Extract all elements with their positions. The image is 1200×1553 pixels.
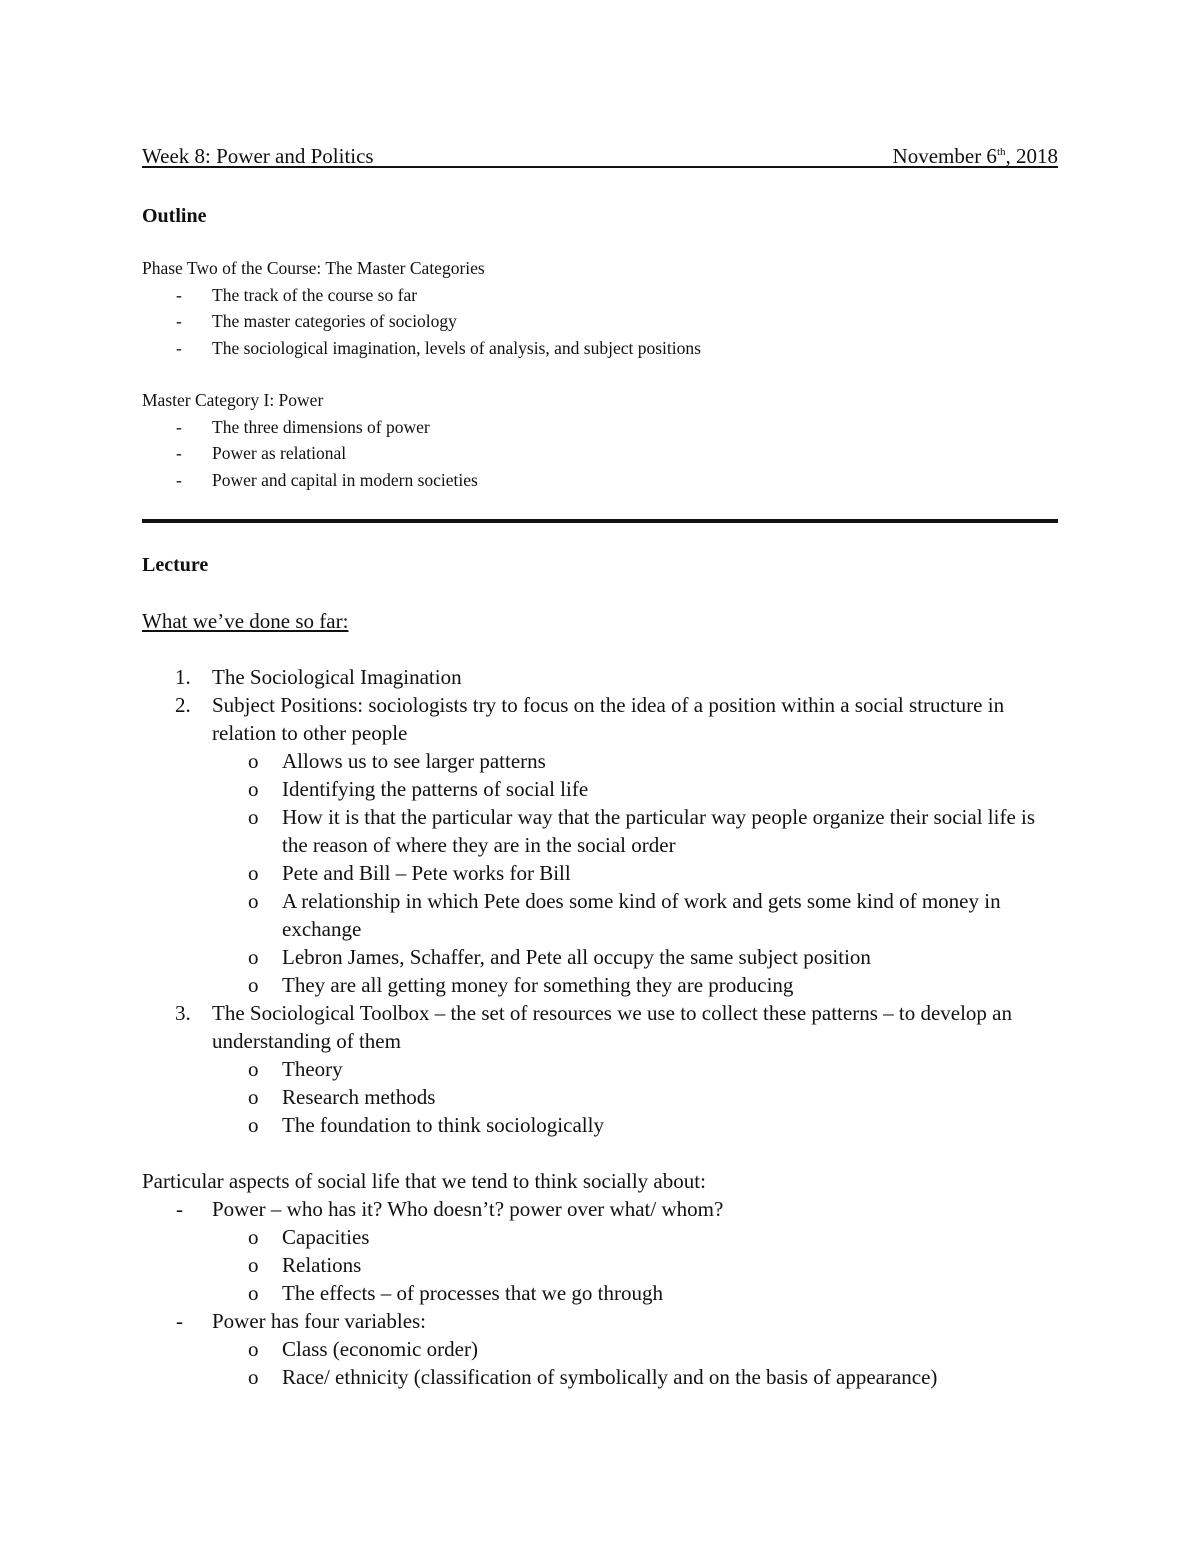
lecture-numbered-list bbox=[142, 663, 1058, 1139]
sub-list-item-text: Capacities bbox=[282, 1225, 370, 1249]
phase-two-list bbox=[142, 282, 1058, 362]
sub-list-item-text: How it is that the particular way that the particular way people organize their social life is the reason of where they are in the social order bbox=[282, 805, 1036, 857]
master-category-section bbox=[142, 387, 1058, 493]
number-marker: 3. bbox=[175, 1001, 191, 1025]
o-marker: o bbox=[248, 1085, 259, 1109]
dash-marker: - bbox=[176, 337, 182, 358]
date-ordinal: th bbox=[996, 146, 1006, 158]
phase-two-title: Phase Two of the Course: The Master Categories bbox=[142, 258, 485, 278]
list-item-text: The Sociological Imagination bbox=[212, 665, 462, 689]
aspects-title: Particular aspects of social life that we tend to think socially about: bbox=[142, 1169, 706, 1193]
master-category-title: Master Category I: Power bbox=[142, 390, 324, 410]
list-item-text: Power has four variables: bbox=[212, 1309, 427, 1333]
sub-list-item bbox=[142, 1363, 1058, 1391]
section-divider bbox=[142, 519, 1058, 523]
sub-list-item bbox=[142, 747, 1058, 775]
page-title: Week 8: Power and Politics bbox=[142, 144, 374, 168]
o-marker: o bbox=[248, 861, 259, 885]
date-month-day: November 6 bbox=[892, 144, 997, 168]
o-marker: o bbox=[248, 1281, 259, 1305]
list-item bbox=[142, 467, 1058, 494]
page-header bbox=[142, 140, 1058, 168]
sub-list-item bbox=[142, 1083, 1058, 1111]
list-item-text: The master categories of sociology bbox=[212, 311, 457, 331]
sub-list-item bbox=[142, 803, 1058, 859]
list-item-text: Power – who has it? Who doesn’t? power over what/ whom? bbox=[212, 1197, 724, 1221]
sub-list-item-text: They are all getting money for something they are producing bbox=[282, 973, 794, 997]
sub-list-item-text: Allows us to see larger patterns bbox=[282, 749, 546, 773]
list-item bbox=[142, 414, 1058, 441]
sub-list-item-text: A relationship in which Pete does some kind of work and gets some kind of money in exchange bbox=[282, 889, 1001, 941]
sub-list bbox=[212, 1335, 1058, 1391]
aspects-section bbox=[142, 1167, 1058, 1391]
dash-marker: - bbox=[176, 443, 182, 463]
dash-marker: - bbox=[176, 416, 182, 437]
list-item-text: The three dimensions of power bbox=[212, 416, 430, 437]
o-marker: o bbox=[248, 889, 259, 913]
o-marker: o bbox=[248, 973, 259, 997]
phase-two-section bbox=[142, 255, 1058, 361]
list-item bbox=[142, 691, 1058, 999]
list-item bbox=[142, 1307, 1058, 1391]
list-item-text: Subject Positions: sociologists try to focus on the idea of a position within a social structure in relation to other people bbox=[212, 693, 1005, 745]
sub-list-item-text: Theory bbox=[282, 1057, 343, 1081]
so-far-title: What we’ve done so far: bbox=[142, 609, 349, 633]
dash-marker: - bbox=[176, 1197, 183, 1221]
sub-list-item bbox=[142, 971, 1058, 999]
master-category-list bbox=[142, 414, 1058, 494]
sub-list-item bbox=[142, 1223, 1058, 1251]
outline-heading: Outline bbox=[142, 205, 207, 227]
sub-list-item-text: Race/ ethnicity (classification of symbolically and on the basis of appearance) bbox=[282, 1365, 938, 1389]
o-marker: o bbox=[248, 805, 259, 829]
list-item bbox=[142, 440, 1058, 467]
sub-list-item bbox=[142, 1279, 1058, 1307]
sub-list-item-text: Research methods bbox=[282, 1085, 436, 1109]
sub-list-item bbox=[142, 775, 1058, 803]
aspects-list bbox=[142, 1195, 1058, 1391]
sub-list-item bbox=[142, 943, 1058, 971]
dash-marker: - bbox=[176, 284, 182, 305]
sub-list-item-text: Pete and Bill – Pete works for Bill bbox=[282, 861, 571, 885]
o-marker: o bbox=[248, 945, 259, 969]
o-marker: o bbox=[248, 1337, 259, 1361]
o-marker: o bbox=[248, 749, 259, 773]
list-item bbox=[142, 999, 1058, 1139]
sub-list-item bbox=[142, 1111, 1058, 1139]
page-date bbox=[893, 143, 1058, 169]
sub-list-item bbox=[142, 1335, 1058, 1363]
sub-list-item-text: The effects – of processes that we go through bbox=[282, 1281, 663, 1305]
number-marker: 1. bbox=[175, 665, 191, 689]
date-year: , 2018 bbox=[1005, 144, 1058, 168]
o-marker: o bbox=[248, 777, 259, 801]
list-item bbox=[142, 335, 1058, 362]
sub-list-item-text: Class (economic order) bbox=[282, 1337, 478, 1361]
list-item-text: Power and capital in modern societies bbox=[212, 469, 478, 490]
list-item-text: The sociological imagination, levels of analysis, and subject positions bbox=[212, 337, 701, 358]
sub-list-item-text: Identifying the patterns of social life bbox=[282, 777, 589, 801]
sub-list bbox=[212, 747, 1058, 999]
list-item-text: The Sociological Toolbox – the set of resources we use to collect these patterns – to develop an understanding of them bbox=[212, 1001, 1012, 1053]
o-marker: o bbox=[248, 1113, 259, 1137]
sub-list-item bbox=[142, 859, 1058, 887]
sub-list-item-text: The foundation to think sociologically bbox=[282, 1113, 604, 1137]
list-item-text: Power as relational bbox=[212, 443, 347, 463]
sub-list-item bbox=[142, 1251, 1058, 1279]
list-item bbox=[142, 663, 1058, 691]
sub-list bbox=[212, 1055, 1058, 1139]
dash-marker: - bbox=[176, 1309, 183, 1333]
o-marker: o bbox=[248, 1365, 259, 1389]
lecture-heading: Lecture bbox=[142, 554, 209, 576]
sub-list bbox=[212, 1223, 1058, 1307]
list-item bbox=[142, 1195, 1058, 1307]
sub-list-item-text: Lebron James, Schaffer, and Pete all occupy the same subject position bbox=[282, 945, 871, 969]
list-item-text: The track of the course so far bbox=[212, 284, 418, 305]
sub-list-item bbox=[142, 887, 1058, 943]
dash-marker: - bbox=[176, 311, 182, 331]
o-marker: o bbox=[248, 1225, 259, 1249]
list-item bbox=[142, 308, 1058, 335]
dash-marker: - bbox=[176, 469, 182, 490]
list-item bbox=[142, 282, 1058, 309]
o-marker: o bbox=[248, 1253, 259, 1277]
document-page bbox=[142, 140, 1058, 1391]
number-marker: 2. bbox=[175, 693, 191, 717]
sub-list-item-text: Relations bbox=[282, 1253, 362, 1277]
o-marker: o bbox=[248, 1057, 259, 1081]
sub-list-item bbox=[142, 1055, 1058, 1083]
